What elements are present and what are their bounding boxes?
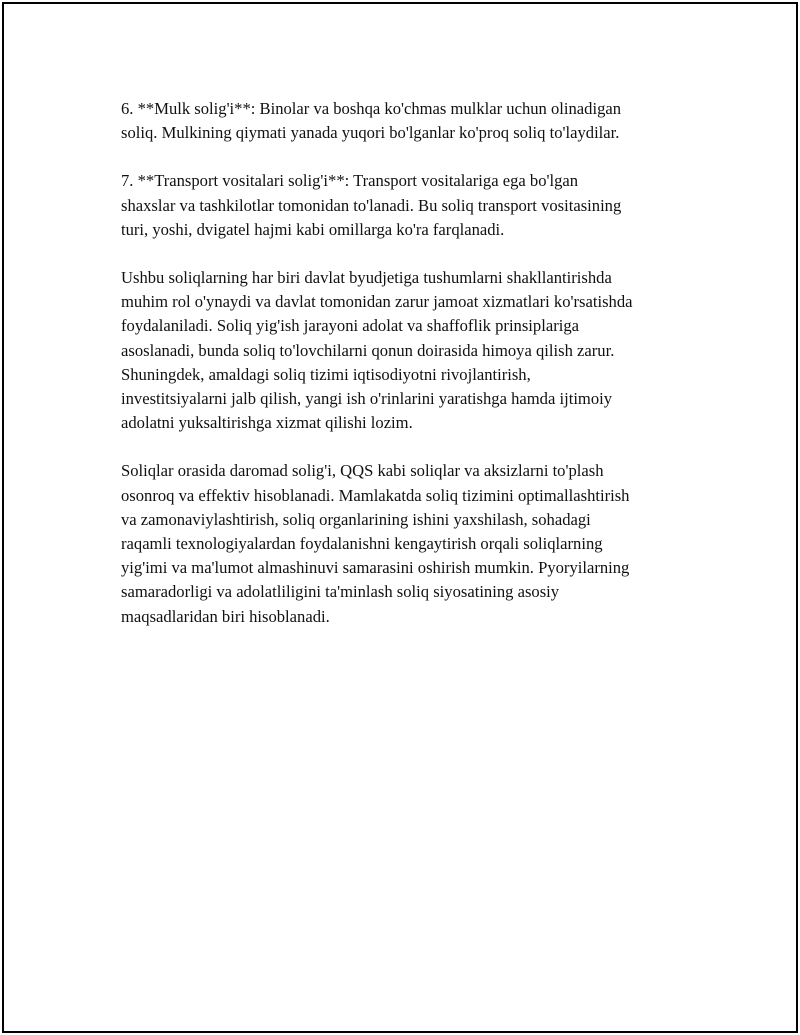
text-line: Shuningdek, amaldagi soliq tizimi iqtisodiyotni rivojlantirish,: [121, 364, 531, 384]
text-line: va zamonaviylashtirish, soliq organlarining ishini yaxshilash, sohadagi: [121, 509, 591, 529]
text-line: yig'imi va ma'lumot almashinuvi samarasini oshirish mumkin. Pyoryilarning: [121, 558, 630, 578]
paragraph-tax-optimization: [121, 459, 701, 628]
paragraph-transport-tax: [121, 169, 701, 242]
text-line: Soliqlar orasida daromad solig'i, QQS kabi soliqlar va aksizlarni to'plash: [121, 461, 604, 481]
text-line: 6. **Mulk solig'i**: Binolar va boshqa ko'chmas mulklar uchun olinadigan: [121, 99, 622, 118]
page-frame: [2, 2, 798, 1033]
text-line: soliq. Mulkining qiymati yanada yuqori bo'lganlar ko'proq soliq to'laydilar.: [121, 123, 620, 143]
text-line: raqamli texnologiyalardan foydalanishni kengaytirish orqali soliqlarning: [121, 534, 603, 554]
text-line: foydalaniladi. Soliq yig'ish jarayoni adolat va shaffoflik prinsiplariga: [121, 316, 579, 336]
paragraph-budget-role: [121, 266, 701, 435]
paragraph-property-tax: [121, 97, 701, 145]
text-line: turi, yoshi, dvigatel hajmi kabi omillarga ko'ra farqlanadi.: [121, 219, 505, 239]
text-line: asoslanadi, bunda soliq to'lovchilarni qonun doirasida himoya qilish zarur.: [121, 340, 615, 360]
text-line: shaxslar va tashkilotlar tomonidan to'lanadi. Bu soliq transport vositasining: [121, 195, 622, 215]
text-line: muhim rol o'ynaydi va davlat tomonidan zarur jamoat xizmatlari ko'rsatishda: [121, 292, 633, 312]
text-line: adolatni yuksaltirishga xizmat qilishi lozim.: [121, 413, 413, 433]
document-body: [121, 97, 701, 653]
text-line: maqsadlaridan biri hisoblanadi.: [121, 606, 330, 626]
text-line: samaradorligi va adolatliligini ta'minlash soliq siyosatining asosiy: [121, 582, 560, 602]
text-line: osonroq va effektiv hisoblanadi. Mamlakatda soliq tizimini optimallashtirish: [121, 485, 630, 505]
text-line: 7. **Transport vositalari solig'i**: Transport vositalariga ega bo'lgan: [121, 171, 579, 191]
text-line: investitsiyalarni jalb qilish, yangi ish o'rinlarini yaratishga hamda ijtimoiy: [121, 389, 613, 409]
text-line: Ushbu soliqlarning har biri davlat byudjetiga tushumlarni shakllantirishda: [121, 268, 612, 288]
